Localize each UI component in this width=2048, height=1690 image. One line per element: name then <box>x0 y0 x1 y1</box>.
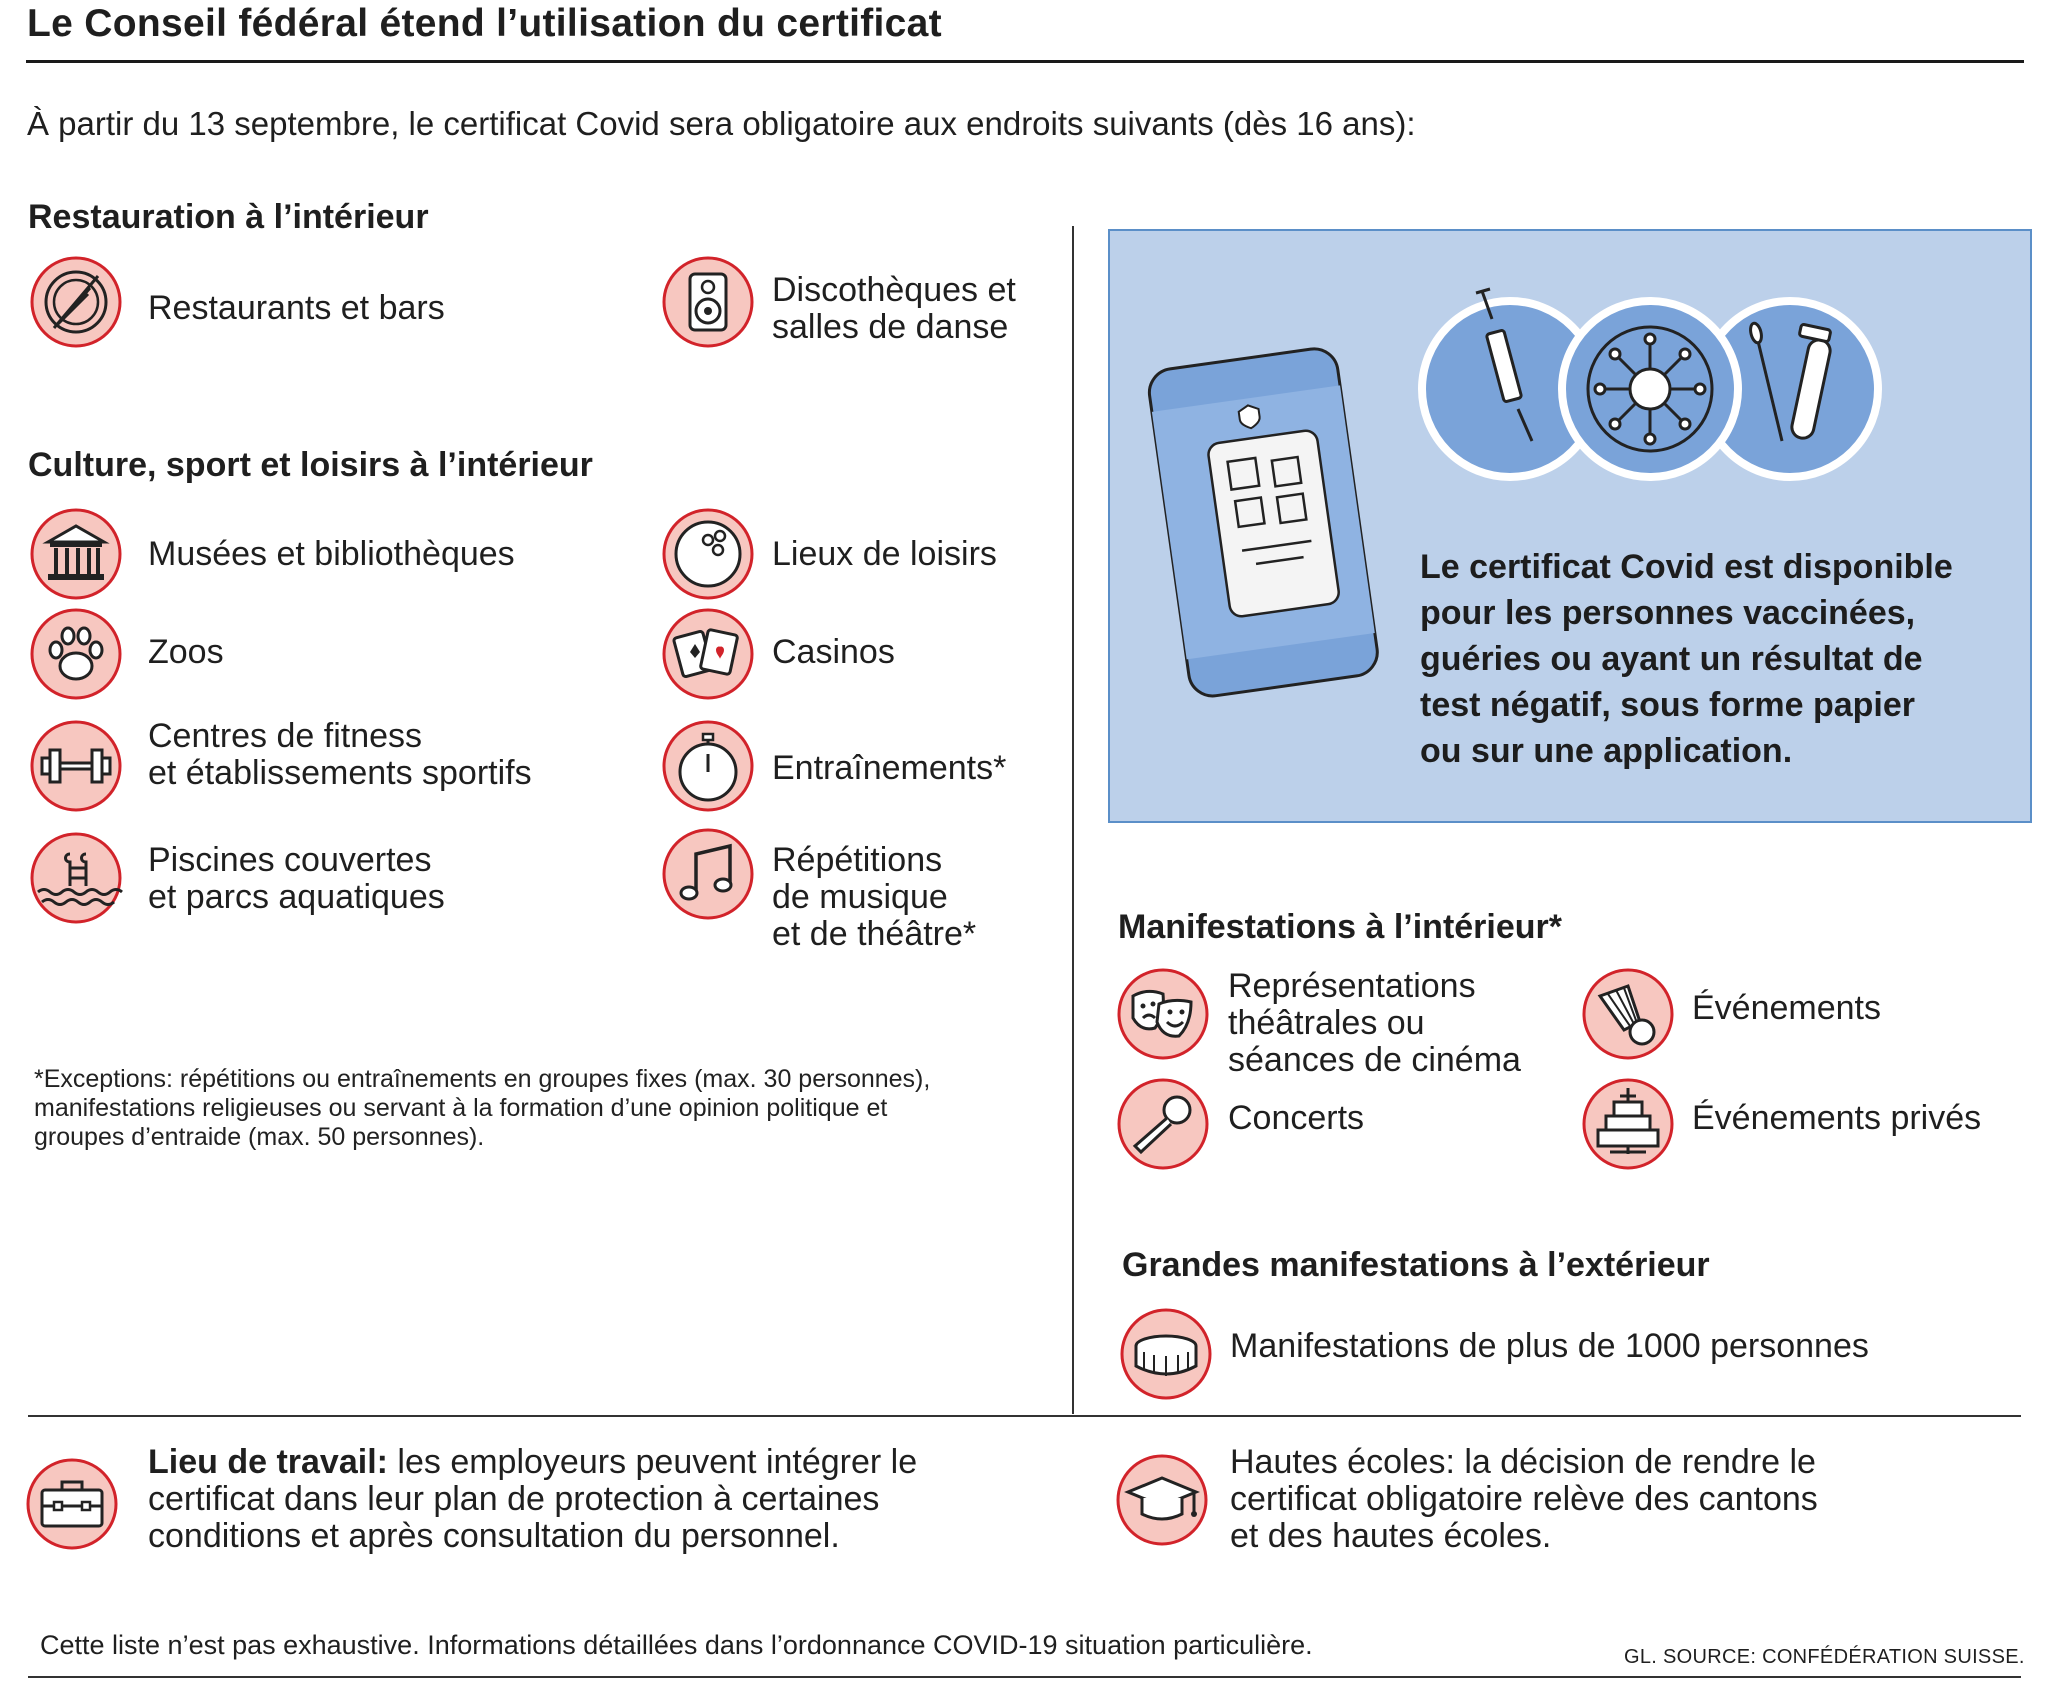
footnote: *Exceptions: répétitions ou entraînements en groupes fixes (max. 30 personnes), manifestations religieuses ou servant à la formation d’une opinion politique et groupes d’entraide (max. 50 personnes). <box>34 1065 931 1151</box>
column-divider <box>1072 226 1074 1414</box>
info-box-text: Le certificat Covid est disponible pour les personnes vaccinées, guéries ou ayant un résultat de test négatif, sous forme papier ou sur une application. <box>1420 548 1953 770</box>
label-discotheques: Discothèques et salles de danse <box>772 271 1016 346</box>
label-evenements: Événements <box>1692 989 1881 1027</box>
speaker-icon <box>660 254 756 350</box>
label-zoos: Zoos <box>148 633 224 671</box>
label-representations: Représentations théâtrales ou séances de cinéma <box>1228 967 1521 1079</box>
label-grandes-manifestations: Manifestations de plus de 1000 personnes <box>1230 1327 1869 1365</box>
music-note-icon <box>660 826 756 922</box>
shuttlecock-icon <box>1580 966 1676 1062</box>
footer-rule <box>28 1676 2021 1678</box>
heading-culture: Culture, sport et loisirs à l’intérieur <box>28 446 593 484</box>
paw-icon <box>28 606 124 702</box>
intro-text: À partir du 13 septembre, le certificat Covid sera obligatoire aux endroits suivants (dès 16 ans): <box>27 105 1416 142</box>
page-title: Le Conseil fédéral étend l’utilisation du certificat <box>27 2 942 45</box>
label-evenements-prives: Événements privés <box>1692 1099 1982 1137</box>
label-loisirs: Lieux de loisirs <box>772 535 997 573</box>
label-piscines: Piscines couvertes et parcs aquatiques <box>148 841 445 916</box>
label-entrainements: Entraînements* <box>772 749 1007 787</box>
label-musees: Musées et bibliothèques <box>148 535 515 573</box>
heading-restauration: Restauration à l’intérieur <box>28 198 429 236</box>
microphone-icon <box>1115 1076 1211 1172</box>
workplace-text: Lieu de travail: les employeurs peuvent intégrer le certificat dans leur plan de protection à certaines conditions et après consultation du personnel. <box>148 1443 918 1555</box>
hautes-ecoles-text: Hautes écoles: la décision de rendre le certificat obligatoire relève des cantons et des hautes écoles. <box>1230 1443 1818 1555</box>
label-casinos: Casinos <box>772 633 895 671</box>
label-concerts: Concerts <box>1228 1099 1365 1137</box>
label-fitness: Centres de fitness et établissements sportifs <box>148 717 532 792</box>
restaurant-icon <box>28 254 124 350</box>
bowling-ball-icon <box>660 506 756 602</box>
heading-grandes: Grandes manifestations à l’extérieur <box>1122 1246 1710 1284</box>
graduation-cap-icon <box>1114 1452 1210 1548</box>
section-divider <box>28 1415 2021 1417</box>
museum-icon <box>28 506 124 602</box>
pool-icon <box>28 830 124 926</box>
stadium-icon <box>1118 1306 1214 1402</box>
footer-note: Cette liste n’est pas exhaustive. Informations détaillées dans l’ordonnance COVID-19 situation particulière. <box>40 1630 1313 1660</box>
briefcase-icon <box>24 1456 120 1552</box>
label-repetitions: Répétitions de musique et de théâtre* <box>772 841 977 953</box>
stopwatch-icon <box>660 718 756 814</box>
theatre-masks-icon <box>1115 966 1211 1062</box>
cake-icon <box>1580 1076 1676 1172</box>
title-rule <box>26 60 2024 63</box>
source-credit: GL. SOURCE: CONFÉDÉRATION SUISSE. <box>1624 1646 2025 1668</box>
dumbbell-icon <box>28 718 124 814</box>
heading-manifestations: Manifestations à l’intérieur* <box>1118 908 1562 946</box>
label-restaurants: Restaurants et bars <box>148 289 445 327</box>
playing-cards-icon <box>660 606 756 702</box>
